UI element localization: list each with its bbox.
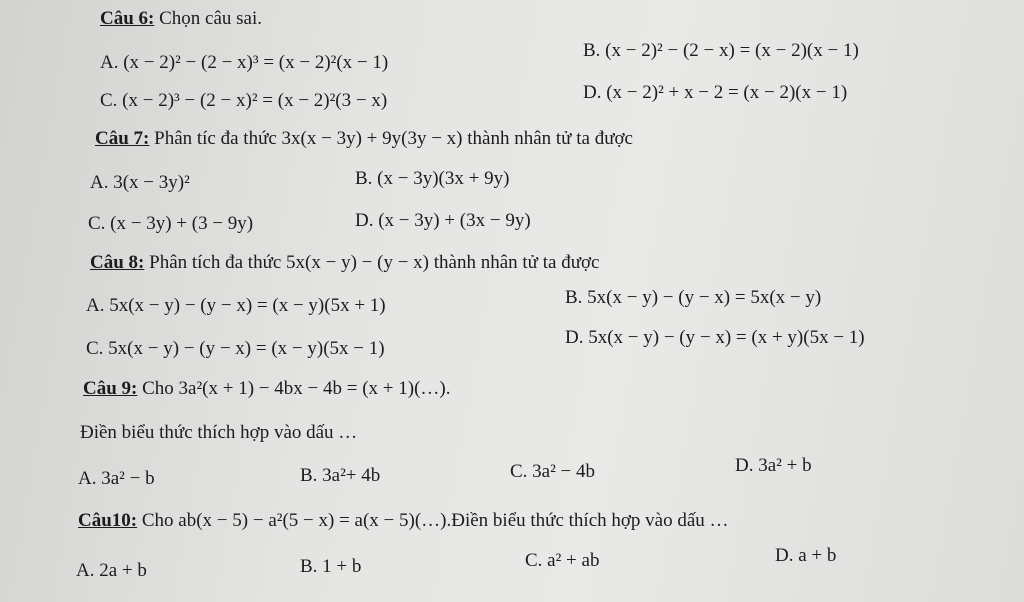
question-6-label: Câu 6: <box>100 8 155 29</box>
q7-option-c: C. (x − 3y) + (3 − 9y) <box>88 213 254 234</box>
question-6-text: Chọn câu sai. <box>154 8 263 29</box>
q8-option-d: D. 5x(x − y) − (y − x) = (x + y)(5x − 1) <box>565 327 865 348</box>
question-10-text: Cho ab(x − 5) − a²(5 − x) = a(x − 5)(…).Điền biểu thức thích hợp vào dấu … <box>137 510 729 531</box>
question-10 <box>78 510 729 532</box>
q8-option-a: A. 5x(x − y) − (y − x) = (x − y)(5x + 1) <box>86 295 386 316</box>
q9-option-c: C. 3a² − 4b <box>510 461 596 482</box>
q7-option-b: B. (x − 3y)(3x + 9y) <box>355 168 510 189</box>
question-10-label: Câu10: <box>78 510 138 531</box>
q8-option-b: B. 5x(x − y) − (y − x) = 5x(x − y) <box>565 287 822 308</box>
q9-option-b: B. 3a²+ 4b <box>300 465 381 486</box>
q6-option-b: B. (x − 2)² − (2 − x) = (x − 2)(x − 1) <box>583 40 859 61</box>
q9-option-a: A. 3a² − b <box>78 468 155 489</box>
question-8-text: Phân tích đa thức 5x(x − y) − (y − x) thành nhân tử ta được <box>144 252 600 273</box>
question-6 <box>100 8 262 30</box>
q10-option-d: D. a + b <box>775 545 837 566</box>
q7-option-a: A. 3(x − 3y)² <box>90 172 190 193</box>
question-9-label: Câu 9: <box>83 378 138 399</box>
question-7-text: Phân tíc đa thức 3x(x − 3y) + 9y(3y − x) thành nhân tử ta được <box>149 128 633 149</box>
question-7 <box>95 128 633 150</box>
question-9-instruction: Điền biểu thức thích hợp vào dấu … <box>80 422 358 443</box>
q10-option-c: C. a² + ab <box>525 550 600 571</box>
q7-option-d: D. (x − 3y) + (3x − 9y) <box>355 210 531 231</box>
q8-option-c: C. 5x(x − y) − (y − x) = (x − y)(5x − 1) <box>86 338 385 359</box>
question-9-text: Cho 3a²(x + 1) − 4bx − 4b = (x + 1)(…). <box>137 378 451 399</box>
q6-option-d: D. (x − 2)² + x − 2 = (x − 2)(x − 1) <box>583 82 848 103</box>
q6-option-c: C. (x − 2)³ − (2 − x)² = (x − 2)²(3 − x) <box>100 90 388 111</box>
question-9 <box>83 378 450 400</box>
q10-option-a: A. 2a + b <box>76 560 147 581</box>
question-8-label: Câu 8: <box>90 252 145 273</box>
question-7-label: Câu 7: <box>95 128 150 149</box>
q10-option-b: B. 1 + b <box>300 556 362 577</box>
question-8 <box>90 252 599 274</box>
q9-option-d: D. 3a² + b <box>735 455 812 476</box>
q6-option-a: A. (x − 2)² − (2 − x)³ = (x − 2)²(x − 1) <box>100 52 389 73</box>
